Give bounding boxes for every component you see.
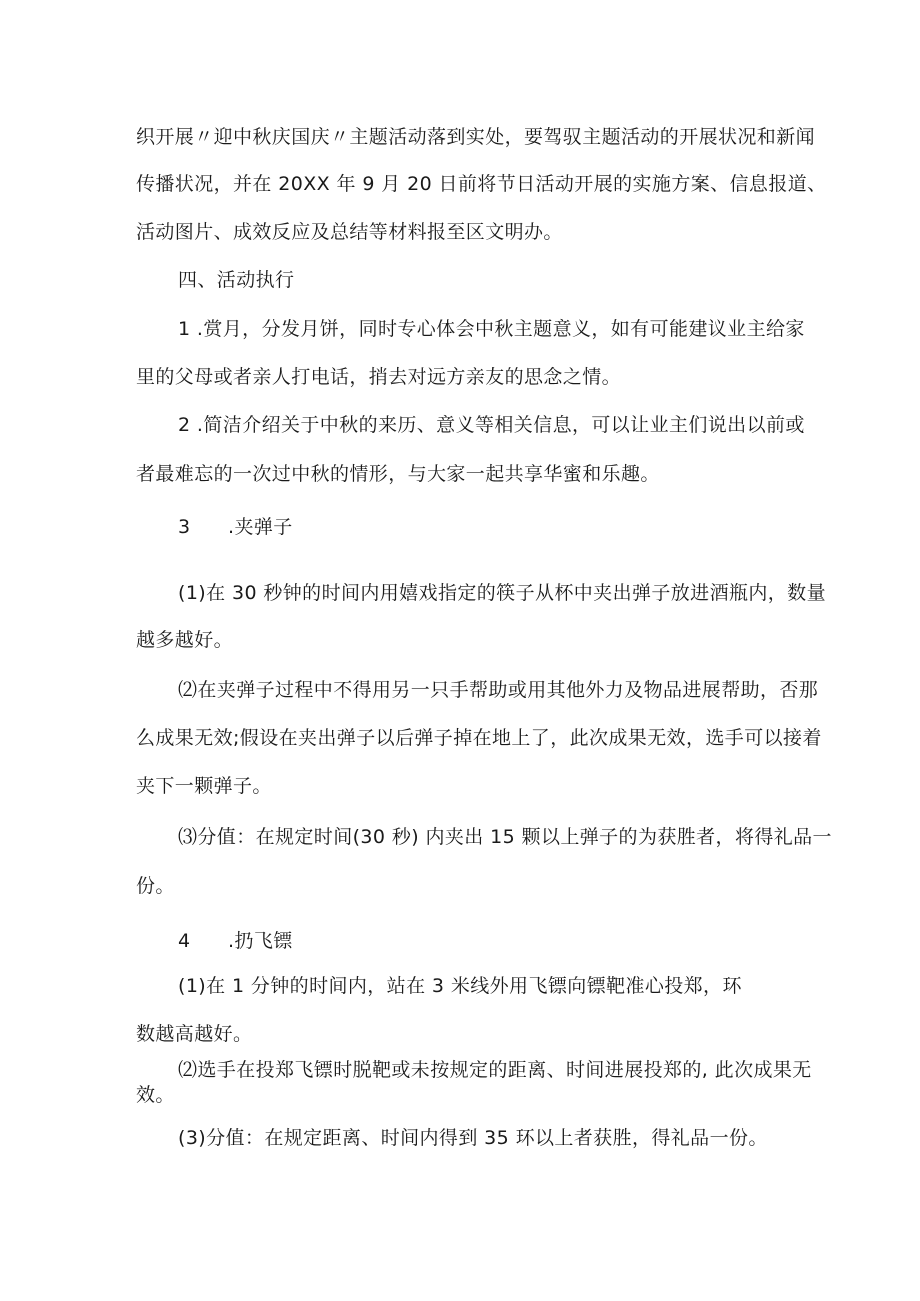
sub-item-line: (1)在 1 分钟的时间内，站在 3 米线外用飞镖向镖靶准心投郑，环	[178, 975, 742, 997]
paragraph-line: 织开展〃迎中秋庆国庆〃主题活动落到实处，要驾驭主题活动的开展状况和新闻	[136, 126, 816, 148]
list-item-label: .扔飞镖	[228, 930, 293, 952]
sub-item-line: ⑵在夹弹子过程中不得用另一只手帮助或用其他外力及物品进展帮助，否那	[178, 679, 819, 701]
list-item-label: .夹弹子	[228, 516, 293, 538]
sub-item-line: 数越高越好。	[136, 1023, 253, 1045]
section-heading: 四、活动执行	[178, 269, 295, 291]
paragraph-line: 活动图片、成效反应及总结等材料报至区文明办。	[136, 221, 563, 243]
list-item-number: 3	[178, 516, 191, 538]
list-item-1-line: 里的父母或者亲人打电话，捎去对远方亲友的思念之情。	[136, 366, 622, 388]
sub-item-line: (1)在 30 秒钟的时间内用嬉戏指定的筷子从杯中夹出弹子放进酒瓶内，数量	[178, 582, 826, 604]
sub-item-line: 夹下一颗弹子。	[136, 775, 272, 797]
sub-item-line: (3)分值：在规定距离、时间内得到 35 环以上者获胜，得礼品一份。	[178, 1127, 768, 1149]
sub-item-line: ⑶分值：在规定时间(30 秒) 内夹出 15 颗以上弹子的为获胜者，将得礼品一	[178, 826, 832, 848]
sub-item-line: 效。	[136, 1084, 175, 1106]
list-item-number: 4	[178, 930, 191, 952]
sub-item-line: 越多越好。	[136, 629, 234, 651]
list-item-3-heading	[178, 514, 293, 540]
list-item-1-line: 1 .赏月，分发月饼，同时专心体会中秋主题意义，如有可能建议业主给家	[178, 318, 805, 340]
list-item-4-heading	[178, 928, 293, 954]
sub-item-line: ⑵选手在投郑飞镖时脱靶或未按规定的距离、时间进展投郑的, 此次成果无	[178, 1059, 812, 1081]
sub-item-line: 么成果无效;假设在夹出弹子以后弹子掉在地上了，此次成果无效，选手可以接着	[136, 727, 822, 749]
sub-item-line: 份。	[136, 875, 175, 897]
paragraph-line: 传播状况，并在 20XX 年 9 月 20 日前将节日活动开展的实施方案、信息报道、	[136, 173, 827, 195]
list-item-2-line: 者最难忘的一次过中秋的情形，与大家一起共享华蜜和乐趣。	[136, 463, 660, 485]
list-item-2-line: 2 .简洁介绍关于中秋的来历、意义等相关信息，可以让业主们说出以前或	[178, 414, 805, 436]
